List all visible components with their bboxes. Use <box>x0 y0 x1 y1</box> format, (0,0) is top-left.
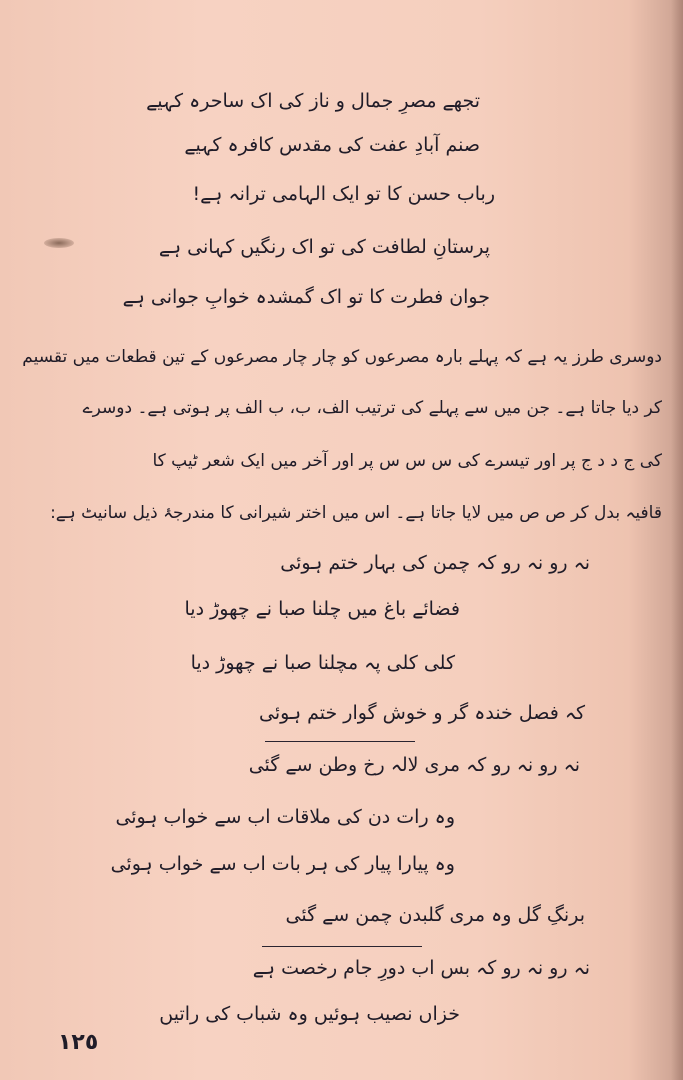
sonnet-line-6: وہ رات دن کی ملاقات اب سے خواب ہوئی <box>115 806 455 828</box>
sonnet-line-1: نہ رو نہ رو کہ چمن کی بہار ختم ہوئی <box>280 552 590 574</box>
page-number: ١٢٥ <box>58 1030 99 1055</box>
verse-line-3: رباب حسن کا تو ایک الہامی ترانہ ہے! <box>192 183 495 205</box>
sonnet-line-7: وہ پیارا پیار کی ہر بات اب سے خواب ہوئی <box>110 853 455 875</box>
sonnet-line-3: کلی کلی پہ مچلنا صبا نے چھوڑ دیا <box>190 652 455 674</box>
prose-line-2: کر دیا جاتا ہے۔ جن میں سے پہلے کی ترتیب الف، ب، ب الف پر ہوتی ہے۔ دوسرے <box>82 398 662 418</box>
sonnet-line-4: کہ فصل خندہ گر و خوش گوار ختم ہوئی <box>259 702 585 724</box>
prose-line-1: دوسری طرز یہ ہے کہ پہلے بارہ مصرعوں کو چار چار مصرعوں کے تین قطعات میں تقسیم <box>22 347 662 367</box>
sonnet-line-8: برنگِ گل وہ مری گلبدن چمن سے گئی <box>285 904 585 926</box>
prose-line-4: قافیہ بدل کر ص ص میں لایا جاتا ہے۔ اس میں اختر شیرانی کا مندرجۂ ذیل سانیٹ ہے: <box>50 503 662 523</box>
verse-line-5: جوان فطرت کا تو اک گمشدہ خوابِ جوانی ہے <box>122 286 490 308</box>
verse-line-1: تجھے مصرِ جمال و ناز کی اک ساحرہ کہیے <box>146 90 480 112</box>
stain-mark <box>44 238 74 248</box>
sonnet-line-10: خزاں نصیب ہوئیں وہ شباب کی راتیں <box>159 1003 460 1025</box>
sonnet-line-9: نہ رو نہ رو کہ بس اب دورِ جام رخصت ہے <box>252 957 590 979</box>
verse-line-4: پرستانِ لطافت کی تو اک رنگیں کہانی ہے <box>158 236 490 258</box>
divider-rule-2 <box>262 946 422 947</box>
verse-line-2: صنم آبادِ عفت کی مقدس کافرہ کہیے <box>184 134 480 156</box>
divider-rule-1 <box>265 741 415 742</box>
prose-line-3: کی ج د د ج پر اور تیسرے کی س س س پر اور آخر میں ایک شعر ٹیپ کا <box>152 451 662 471</box>
sonnet-line-5: نہ رو نہ رو کہ مری لالہ رخ وطن سے گئی <box>248 754 580 776</box>
book-spine-shadow <box>671 0 683 1080</box>
sonnet-line-2: فضائے باغ میں چلنا صبا نے چھوڑ دیا <box>184 598 460 620</box>
